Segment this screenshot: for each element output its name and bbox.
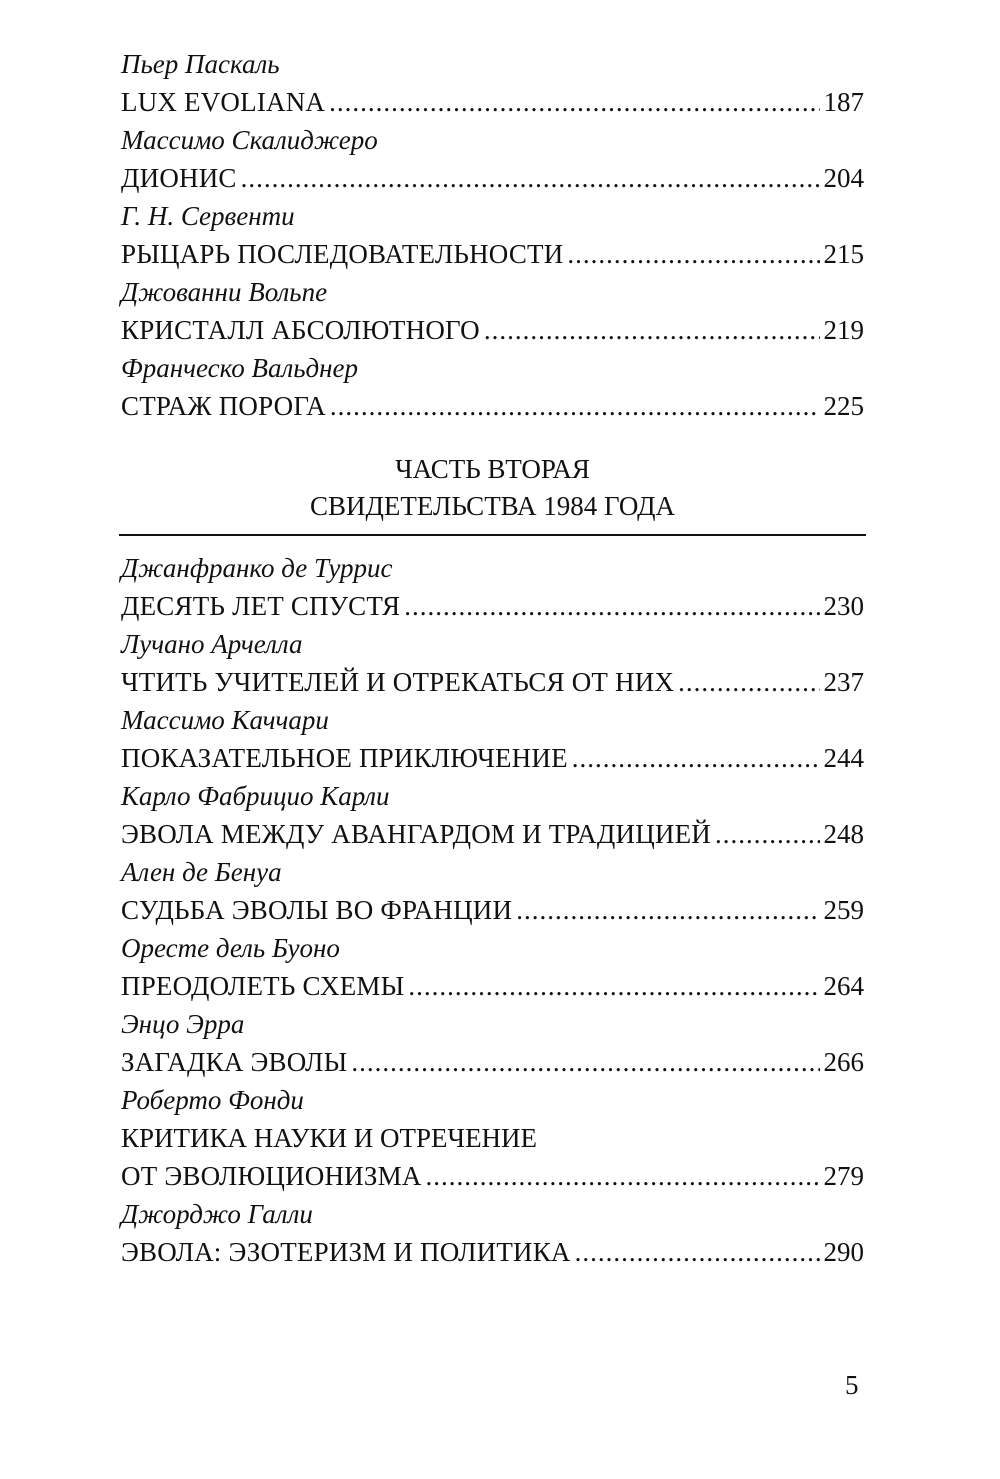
- table-of-contents: [121, 45, 864, 1271]
- dot-leader: [567, 235, 819, 273]
- entry-author: Энцо Эрра: [121, 1009, 245, 1039]
- entry-line: [121, 159, 864, 197]
- entry-line: [121, 83, 864, 121]
- toc-entry: [121, 1005, 864, 1081]
- section-divider: [119, 534, 866, 536]
- entry-line: [121, 587, 864, 625]
- toc-entry: [121, 929, 864, 1005]
- dot-leader: [404, 587, 819, 625]
- entry-author: Джорджо Галли: [121, 1199, 313, 1229]
- entry-author: Ален де Бенуа: [121, 857, 282, 887]
- entry-title: LUX EVOLIANA: [121, 87, 326, 117]
- toc-entry: [121, 701, 864, 777]
- page-number: 5: [845, 1370, 859, 1400]
- entry-author: Г. Н. Сервенти: [121, 201, 295, 231]
- toc-entry: [121, 1081, 864, 1195]
- entry-title: ДИОНИС: [121, 163, 237, 193]
- entry-line: [121, 891, 864, 929]
- entry-line: [121, 235, 864, 273]
- dot-leader: [241, 159, 820, 197]
- entry-author: Оресте дель Буоно: [121, 933, 340, 963]
- entry-line: [121, 739, 864, 777]
- toc-entry: [121, 197, 864, 273]
- entry-line: [121, 311, 864, 349]
- entry-title: ОТ ЭВОЛЮЦИОНИЗМА: [121, 1161, 422, 1191]
- entry-page: 266: [823, 1047, 864, 1077]
- dot-leader: [516, 891, 819, 929]
- toc-entry: [121, 853, 864, 929]
- entry-author: Джованни Вольпе: [121, 277, 328, 307]
- entry-line: [121, 1043, 864, 1081]
- entry-page: 237: [823, 667, 864, 697]
- entry-title: ЭВОЛА МЕЖДУ АВАНГАРДОМ И ТРАДИЦИЕЙ: [121, 819, 711, 849]
- dot-leader: [575, 1233, 820, 1271]
- dot-leader: [408, 967, 819, 1005]
- toc-entry: [121, 625, 864, 701]
- entry-page: 204: [823, 163, 864, 193]
- entry-page: 225: [823, 391, 864, 421]
- entry-line: [121, 967, 864, 1005]
- toc-entry: [121, 45, 864, 121]
- entry-page: 279: [823, 1161, 864, 1191]
- entry-author: Лучано Арчелла: [121, 629, 303, 659]
- part-heading: [121, 451, 864, 525]
- dot-leader: [330, 387, 820, 425]
- entry-title: ЗАГАДКА ЭВОЛЫ: [121, 1047, 348, 1077]
- toc-entry: [121, 777, 864, 853]
- entry-title: ЧТИТЬ УЧИТЕЛЕЙ И ОТРЕКАТЬСЯ ОТ НИХ: [121, 667, 675, 697]
- entry-author: Карло Фабрицио Карли: [121, 781, 390, 811]
- entry-title: РЫЦАРЬ ПОСЛЕДОВАТЕЛЬНОСТИ: [121, 239, 564, 269]
- entry-page: 215: [823, 239, 864, 269]
- entry-author: Роберто Фонди: [121, 1085, 304, 1115]
- entry-title: СТРАЖ ПОРОГА: [121, 391, 326, 421]
- dot-leader: [329, 83, 819, 121]
- entry-page: 259: [823, 895, 864, 925]
- entry-line: [121, 387, 864, 425]
- entry-title: ПРЕОДОЛЕТЬ СХЕМЫ: [121, 971, 405, 1001]
- part-title: ЧАСТЬ ВТОРАЯ: [395, 454, 590, 484]
- dot-leader: [678, 663, 819, 701]
- toc-entry: [121, 121, 864, 197]
- entry-page: 244: [823, 743, 864, 773]
- entry-title-line: КРИТИКА НАУКИ И ОТРЕЧЕНИЕ: [121, 1123, 538, 1153]
- part-subtitle: СВИДЕТЕЛЬСТВА 1984 ГОДА: [309, 491, 675, 521]
- dot-leader: [715, 815, 820, 853]
- entry-title: СУДЬБА ЭВОЛЫ ВО ФРАНЦИИ: [121, 895, 513, 925]
- entry-line: [121, 663, 864, 701]
- entry-author: Франческо Вальднер: [121, 353, 359, 383]
- entry-page: 230: [823, 591, 864, 621]
- toc-entry: [121, 349, 864, 425]
- dot-leader: [572, 739, 820, 777]
- entry-author: Пьер Паскаль: [121, 49, 280, 79]
- entry-line: [121, 1233, 864, 1271]
- entry-author: Массимо Скалиджеро: [121, 125, 378, 155]
- toc-entry: [121, 273, 864, 349]
- entry-page: 219: [823, 315, 864, 345]
- entry-title: ДЕСЯТЬ ЛЕТ СПУСТЯ: [121, 591, 401, 621]
- entry-author: Джанфранко де Туррис: [121, 553, 393, 583]
- toc-entry: [121, 1195, 864, 1271]
- entry-line: [121, 1157, 864, 1195]
- toc-entry: [121, 549, 864, 625]
- entry-page: 264: [823, 971, 864, 1001]
- entry-page: 187: [823, 87, 864, 117]
- entry-author: Массимо Каччари: [121, 705, 329, 735]
- dot-leader: [484, 311, 820, 349]
- dot-leader: [426, 1157, 820, 1195]
- entry-title: ЭВОЛА: ЭЗОТЕРИЗМ И ПОЛИТИКА: [121, 1237, 571, 1267]
- entry-page: 290: [823, 1237, 864, 1267]
- entry-line: [121, 815, 864, 853]
- entry-title: ПОКАЗАТЕЛЬНОЕ ПРИКЛЮЧЕНИЕ: [121, 743, 568, 773]
- entry-title: КРИСТАЛЛ АБСОЛЮТНОГО: [121, 315, 480, 345]
- entry-page: 248: [823, 819, 864, 849]
- dot-leader: [351, 1043, 819, 1081]
